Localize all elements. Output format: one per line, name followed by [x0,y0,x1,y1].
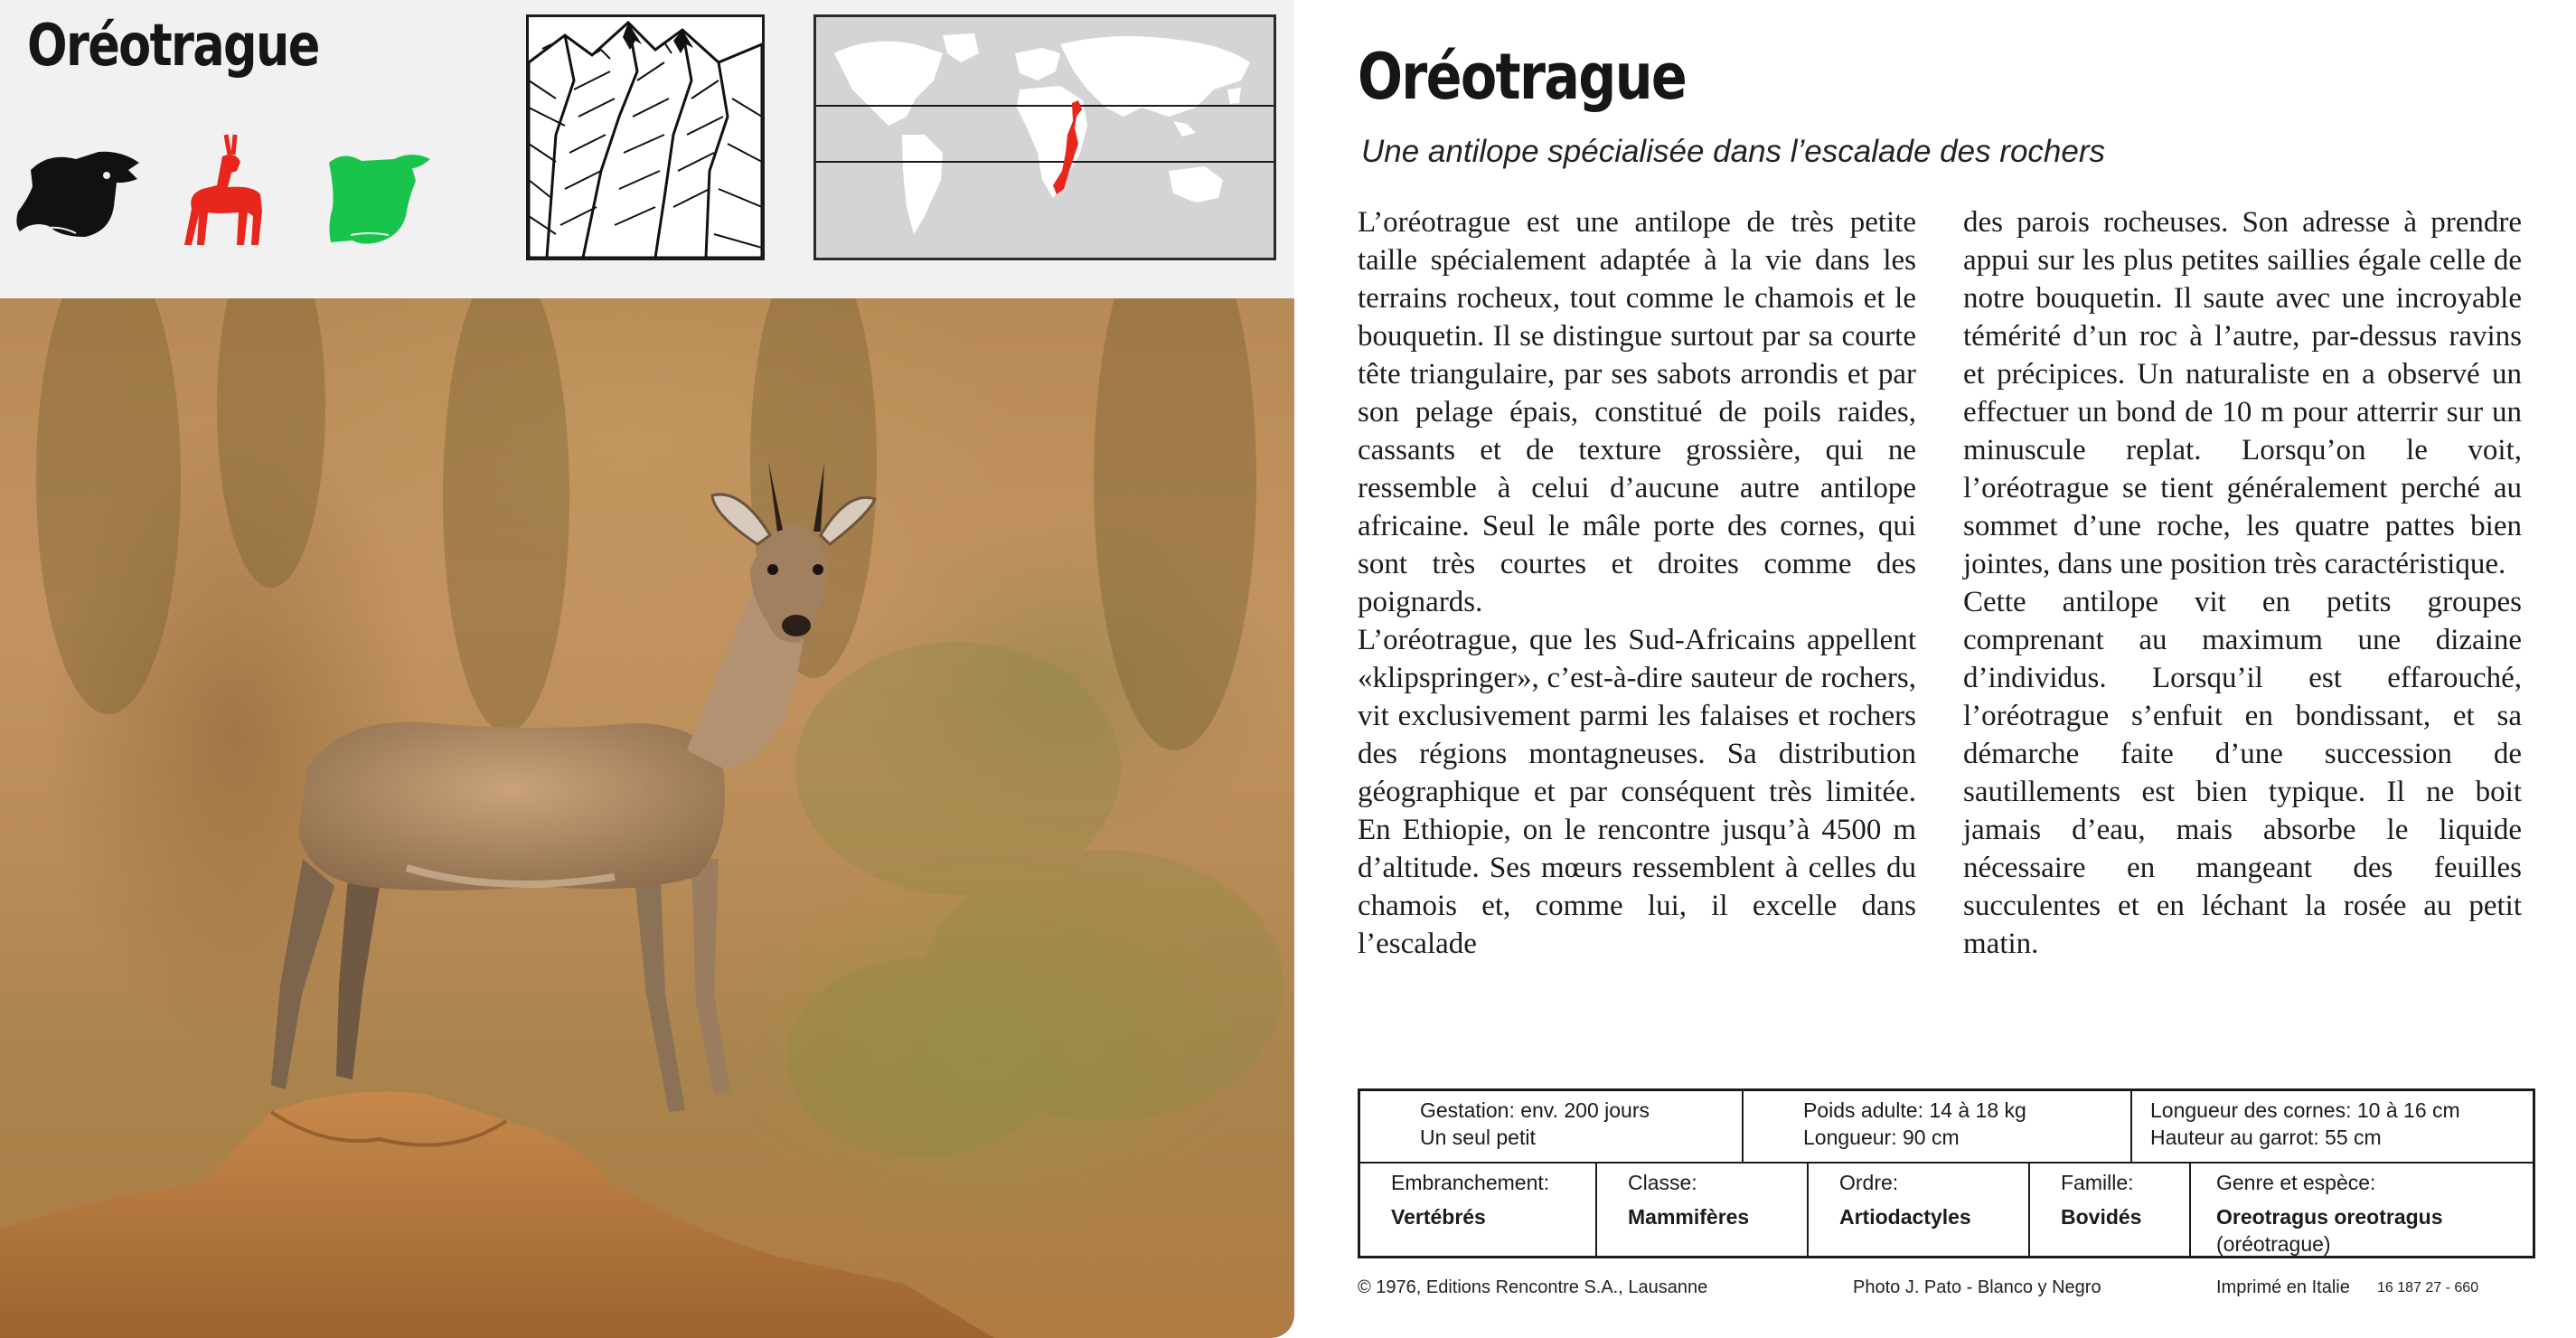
taxonomy-family [2030,1162,2191,1256]
article-title: Oréotrague [1358,40,1687,114]
facts-table [1358,1088,2535,1258]
taxonomy-species [2191,1162,2535,1256]
taxonomy-order [1809,1162,2030,1256]
world-map-icon [816,17,1274,258]
footer-printed: Imprimé en Italie [2216,1277,2350,1297]
article-subtitle: Une antilope spécialisée dans l’escalade des rochers [1361,134,2105,169]
distribution-map [813,14,1276,260]
facts-cell-size [1744,1091,2132,1162]
footer-copyright: © 1976, Editions Rencontre S.A., Lausanne [1358,1277,1708,1297]
gazelle-icon [172,131,271,249]
bovid-head-icon [325,145,434,249]
taxonomy-value: Bovidés [2061,1205,2142,1229]
facts-cell-horns [2132,1091,2535,1162]
text-column-left [1358,203,1916,963]
habitat-illustration [526,14,765,260]
card-header [0,0,1294,298]
klipspringer-photo [0,298,1294,1338]
weight-text: Poids adulte: 14 à 18 kg [1803,1098,2026,1122]
text-column-right [1963,203,2522,963]
facts-cell-reproduction [1360,1091,1744,1162]
paragraph: L’oréotrague est une antilope de très petite taille spécialement adaptée à la vie dans les terrains rocheux, tout comme le chamois et le bouquetin. Il se distingue surtout par sa courte tête triangulaire, par ses sabots arrondis et par son pelage épais, constitué de poils raides, cassants et de texture grossière, qui ne ressemble à celui d’aucune autre antilope africaine. Seul le mâle porte des cornes, qui sont très courtes et droites comme des poignards. [1358,206,1916,618]
taxonomy-label: Classe: [1628,1171,1697,1194]
facts-row-taxonomy [1360,1162,2533,1256]
mountain-icon [529,17,762,258]
facts-row-biology [1360,1091,2533,1164]
taxonomy-value: Vertébrés [1391,1205,1486,1229]
klipspringer-illustration [0,298,1294,1338]
taxonomy-value: Oreotragus oreotragus [2216,1205,2443,1229]
taxonomy-phylum [1360,1162,1597,1256]
card-back [1321,0,2576,1338]
common-name: (oréotrague) [2216,1232,2331,1256]
taxonomy-label: Genre et espèce: [2216,1171,2376,1194]
paragraph: des parois rocheuses. Son adresse à prendre appui sur les plus petites saillies égale celle de notre bouquetin. Il saute avec une incroyable témérité d’un roc à l’autre, par-dessus ravins et précipices. Un naturaliste en a observé un effectuer un bond de 10 m pour atterrir sur un minuscule replat. Lorsqu’on le voit, l’oréotrague se tient généralement perché au sommet d’une roche, les quatre pattes bien jointes, dans une position très caractéristique. [1963,206,2522,580]
taxonomy-class [1597,1162,1809,1256]
footer-reference: 16 187 27 - 660 [2377,1280,2479,1296]
taxonomy-label: Ordre: [1839,1171,1899,1194]
taxonomy-value: Artiodactyles [1839,1205,1971,1229]
taxonomy-value: Mammifères [1628,1205,1750,1229]
paragraph: Cette antilope vit en petits groupes comprenant au maximum une dizaine d’individus. Lorsqu’il est effarouché, l’oréotrague s’enfuit en bondissant, et sa démarche faite d’une succession de sautillements est bien typique. Il ne boit jamais d’eau, mais absorbe le liquide nécessaire en mangeant des feuilles succulentes et en léchant la rosée au petit matin. [1963,586,2522,960]
herbivore-head-icon [13,143,148,242]
card-title: Oréotrague [27,13,319,80]
shoulder-height-text: Hauteur au garrot: 55 cm [2150,1126,2382,1149]
paragraph: L’oréotrague, que les Sud-Africains appellent «klipspringer», c’est-à-dire sauteur de rochers, vit exclusivement parmi les falaises et rochers des régions montagneuses. Sa distribution géographique et par conséquent très limitée. En Ethiopie, on le rencontre jusqu’à 4500 m d’altitude. Ses mœurs ressemblent à celles du chamois et, comme lui, il excelle dans l’escalade [1358,624,1916,960]
taxonomy-label: Famille: [2061,1171,2134,1194]
length-text: Longueur: 90 cm [1803,1126,1960,1149]
footer-photo-credit: Photo J. Pato - Blanco y Negro [1853,1277,2101,1297]
taxonomy-label: Embranchement: [1391,1171,1550,1194]
offspring-text: Un seul petit [1420,1126,1536,1149]
gestation-text: Gestation: env. 200 jours [1420,1098,1650,1122]
horn-length-text: Longueur des cornes: 10 à 16 cm [2150,1098,2460,1122]
